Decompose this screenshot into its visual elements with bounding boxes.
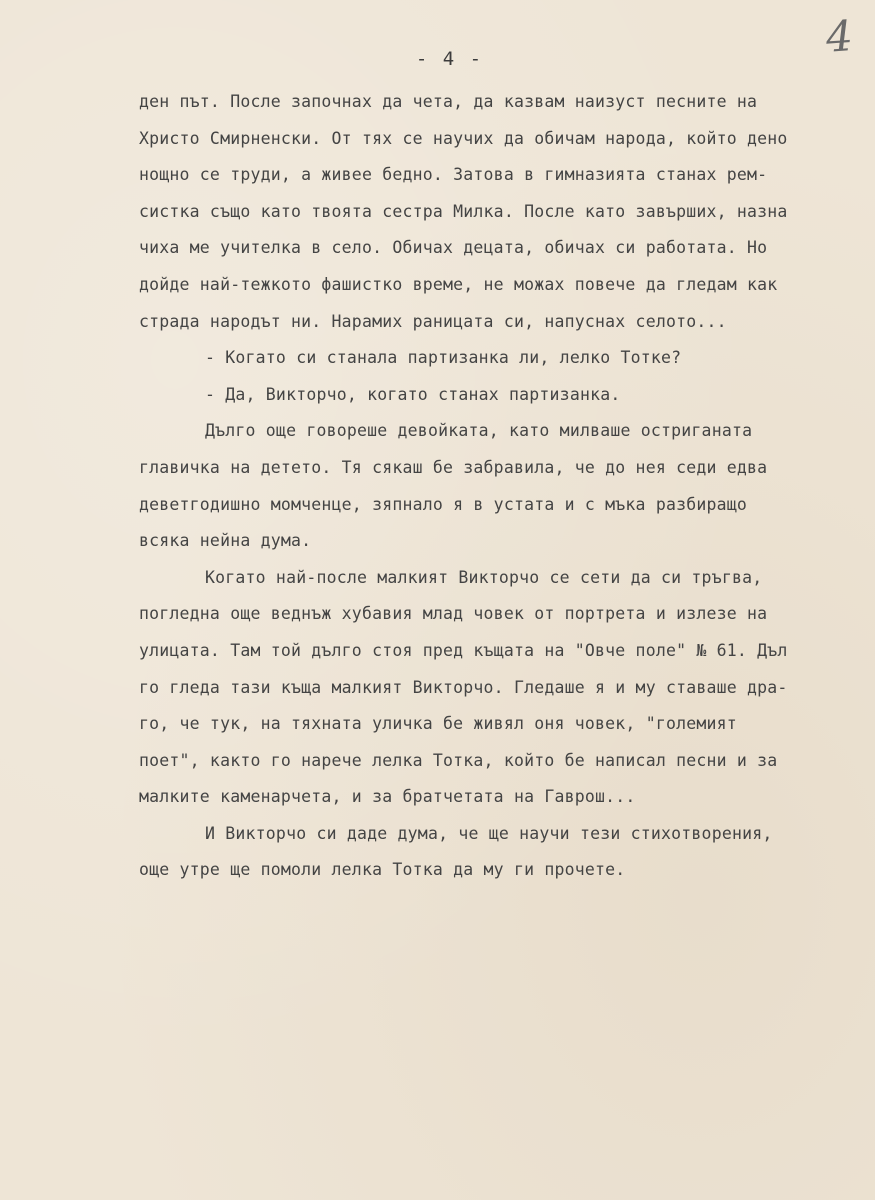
text-line: И Викторчо си даде дума, че ще научи тези стихотворения, (205, 823, 773, 843)
text-line: още утре ще помоли лелка Тотка да му ги прочете. (139, 860, 626, 880)
text-line: Дълго още говореше девойката, като милваше остриганата (205, 421, 753, 441)
text-line: - Да, Викторчо, когато станах партизанка. (205, 384, 621, 404)
text-line: дойде най-тежкото фашистко време, не можах повече да гледам как (139, 274, 778, 294)
text-line: чиха ме учителка в село. Обичах децата, обичах си работата. Но (139, 238, 768, 258)
handwritten-page-mark: 4 (824, 11, 855, 62)
text-line: погледна още веднъж хубавия млад човек от портрета и излезе на (139, 604, 768, 624)
text-line: страда народът ни. Нарамих раницата си, напуснах селото... (139, 311, 727, 331)
text-line: деветгодишно момченце, зяпнало я в устата и с мъка разбиращо (139, 494, 748, 514)
text-line: Христо Смирненски. От тях се научих да обичам народа, който дено (139, 128, 788, 148)
body-text (139, 84, 875, 889)
text-line: - Когато си станала партизанка ли, лелко Тотке? (205, 348, 682, 368)
text-line: всяка нейна дума. (139, 531, 312, 551)
text-line: ден път. После започнах да чета, да казвам наизуст песните на (139, 92, 758, 111)
text-line: улицата. Там той дълго стоя пред къщата на "Овче поле" № 61. Дъл (139, 640, 788, 660)
text-line: поет", както го нарече лелка Тотка, който бе написал песни и за (139, 750, 778, 770)
text-line: малките каменарчета, и за братчетата на Гаврош... (139, 787, 636, 807)
page-number: - 4 - (415, 48, 484, 70)
text-line: го, че тук, на тяхната уличка бе живял оня човек, "големият (139, 714, 737, 734)
text-line: нощно се труди, а живее бедно. Затова в гимназията станах рем- (139, 165, 768, 185)
text-line: систка също като твоята сестра Милка. После като завърших, назна (139, 201, 788, 221)
text-line: Когато най-после малкият Викторчо се сети да си тръгва, (205, 567, 763, 587)
text-line: го гледа тази къща малкият Викторчо. Гледаше я и му ставаше дра- (139, 677, 788, 697)
text-line: главичка на детето. Тя сякаш бе забравила, че до нея седи едва (139, 457, 768, 477)
